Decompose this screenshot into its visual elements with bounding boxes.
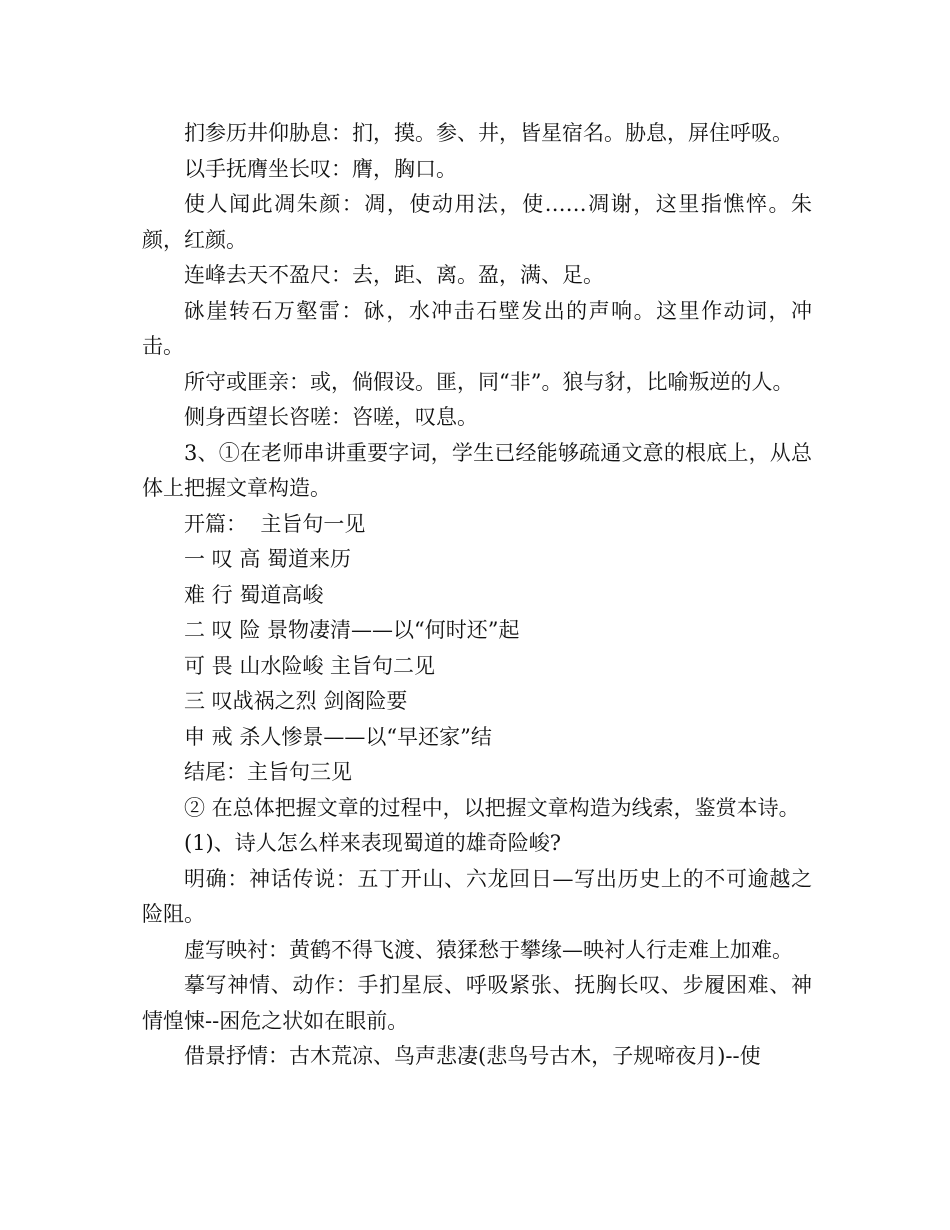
paragraph-13: 可 畏 山水险峻 主旨句二见 — [184, 653, 436, 678]
paragraph-21: 摹写神情、动作：手扪星辰、呼吸紧张、抚胸长叹、步履困难、神情惶悚--困危之状如在眼前。 — [142, 973, 812, 1033]
paragraph-7: 侧身西望长咨嗟：咨嗟，叹息。 — [184, 405, 478, 429]
paragraph-11: 难 行 蜀道高峻 — [184, 582, 324, 607]
document-body — [142, 116, 812, 1075]
paragraph-1: 扪参历井仰胁息：扪，摸。参、井，皆星宿名。胁息，屏住呼吸。 — [184, 121, 793, 145]
paragraph-5: 砯崖转石万壑雷：砯，水冲击石壁发出的声响。这里作动词，冲击。 — [142, 298, 812, 358]
paragraph-18: (1)、诗人怎么样来表现蜀道的雄奇险峻? — [184, 831, 562, 855]
paragraph-10: 一 叹 高 蜀道来历 — [184, 547, 352, 571]
paragraph-4: 连峰去天不盈尺：去，距、离。盈，满、足。 — [184, 263, 604, 287]
paragraph-14: 三 叹战祸之烈 剑阁险要 — [184, 689, 408, 713]
paragraph-20: 虚写映衬：黄鹤不得飞渡、猿猱愁于攀缘—映衬人行走难上加难。 — [184, 937, 793, 962]
paragraph-3: 使人闻此凋朱颜：凋，使动用法，使……凋谢，这里指憔悴。朱颜，红颜。 — [142, 192, 812, 252]
paragraph-22: 借景抒情：古木荒凉、鸟声悲凄(悲鸟号古木，子规啼夜月)--使 — [184, 1044, 761, 1068]
paragraph-2: 以手抚膺坐长叹：膺，胸口。 — [184, 156, 457, 181]
paragraph-12: 二 叹 险 景物凄清——以“何时还”起 — [184, 618, 520, 642]
paragraph-16: 结尾：主旨句三见 — [184, 760, 352, 784]
paragraph-6: 所守或匪亲：或，倘假设。匪，同“非”。狼与豺，比喻叛逆的人。 — [184, 369, 794, 394]
paragraph-8: 3、①在老师串讲重要字词，学生已经能够疏通文意的根底上，从总体上把握文章构造。 — [142, 440, 812, 500]
paragraph-17: ② 在总体把握文章的过程中，以把握文章构造为线索，鉴赏本诗。 — [184, 795, 800, 820]
paragraph-19: 明确：神话传说：五丁开山、六龙回日—写出历史上的不可逾越之险阻。 — [142, 866, 812, 926]
paragraph-9: 开篇： 主旨句一见 — [184, 511, 366, 536]
paragraph-15: 申 戒 杀人惨景——以“早还家”结 — [184, 724, 492, 749]
